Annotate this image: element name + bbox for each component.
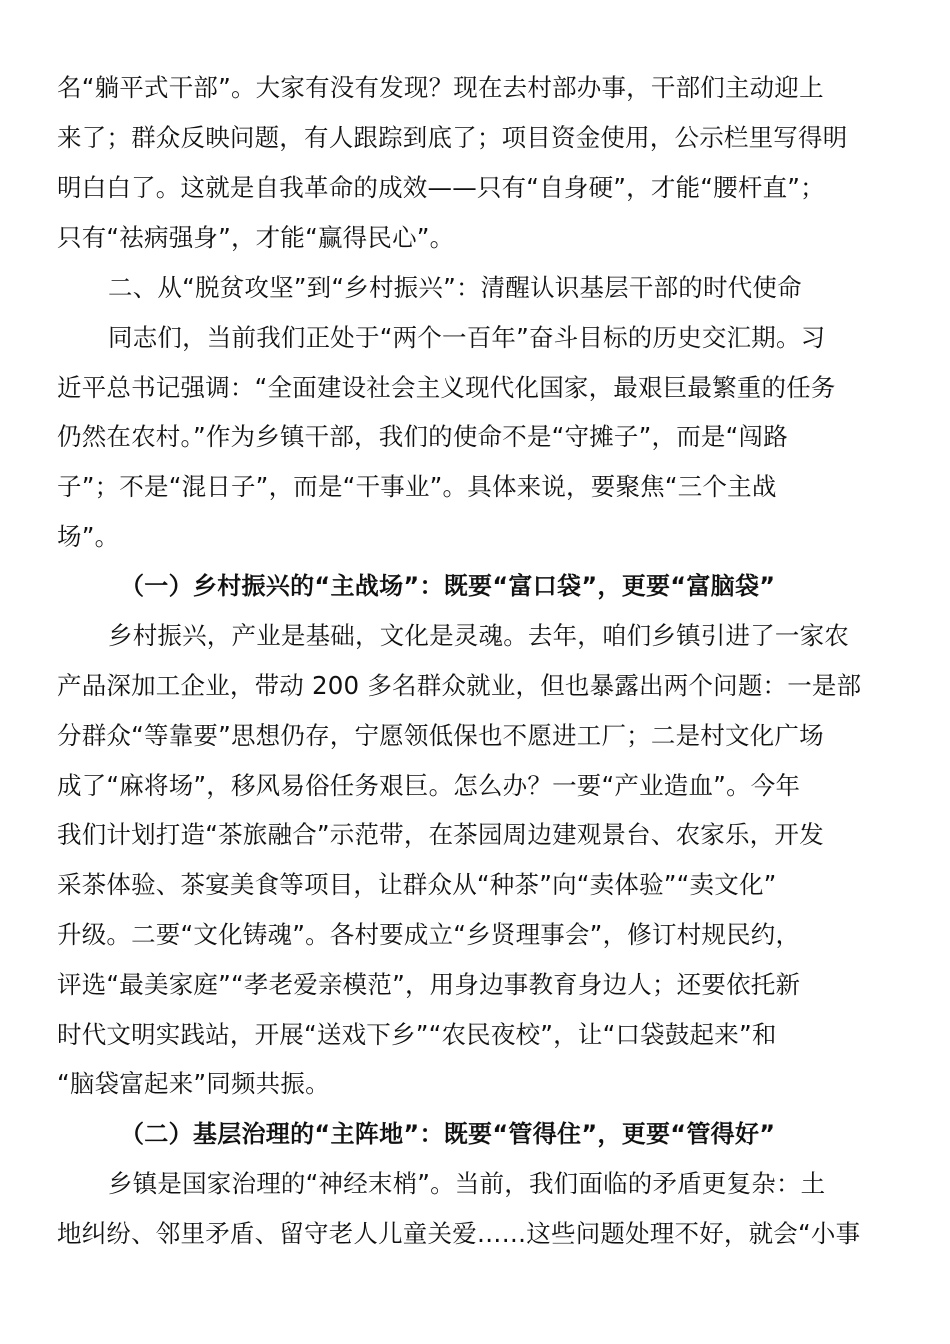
body-text-line: 近平总书记强调：“全面建设社会主义现代化国家，最艰巨最繁重的任务	[57, 373, 836, 402]
body-text-line: 评选“最美家庭”“孝老爱亲模范”，用身边事教育身边人；还要依托新	[57, 970, 801, 999]
body-text-line: 名“躺平式干部”。大家有没有发现？现在去村部办事，干部们主动迎上	[57, 73, 824, 102]
body-text-line: 地纠纷、邻里矛盾、留守老人儿童关爱……这些问题处理不好，就会“小事	[57, 1219, 861, 1248]
body-text-line: 分群众“等靠要”思想仍存，宁愿领低保也不愿进工厂；二是村文化广场	[57, 721, 824, 750]
body-text-line: 仍然在农村。”作为乡镇干部，我们的使命不是“守摊子”，而是“闯路	[57, 422, 788, 451]
body-text-line: 采茶体验、茶宴美食等项目，让群众从“种茶”向“卖体验”“卖文化”	[57, 870, 777, 899]
body-text-line: 只有“祛病强身”，才能“赢得民心”。	[57, 223, 455, 252]
body-text-line: 明白白了。这就是自我革命的成效——只有“自身硬”，才能“腰杆直”；	[57, 173, 825, 202]
body-text-line: 成了“麻将场”，移风易俗任务艰巨。怎么办？一要“产业造血”。今年	[57, 771, 801, 800]
section-heading: 二、从“脱贫攻坚”到“乡村振兴”：清醒认识基层干部的时代使命	[108, 273, 802, 302]
subsection-heading: （二）基层治理的“主阵地”：既要“管得住”，更要“管得好”	[120, 1120, 776, 1148]
body-text-line: 时代文明实践站，开展“送戏下乡”“农民夜校”，让“口袋鼓起来”和	[57, 1020, 777, 1049]
body-text-line: 升级。二要“文化铸魂”。各村要成立“乡贤理事会”，修订村规民约，	[57, 920, 801, 949]
body-text-line: 乡村振兴，产业是基础，文化是灵魂。去年，咱们乡镇引进了一家农	[108, 621, 849, 650]
body-text-line: 产品深加工企业，带动 200 多名群众就业，但也暴露出两个问题：一是部	[57, 671, 862, 700]
body-text-line: 来了；群众反映问题，有人跟踪到底了；项目资金使用，公示栏里写得明	[57, 123, 848, 152]
body-text-line: 子”；不是“混日子”，而是“干事业”。具体来说，要聚焦“三个主战	[57, 472, 777, 501]
body-text-line: 同志们，当前我们正处于“两个一百年”奋斗目标的历史交汇期。习	[108, 323, 826, 352]
body-text-line: 乡镇是国家治理的“神经末梢”。当前，我们面临的矛盾更复杂：土	[108, 1169, 826, 1198]
body-text-line: 我们计划打造“茶旅融合”示范带，在茶园周边建观景台、农家乐，开发	[57, 820, 824, 849]
body-text-line: 场”。	[57, 522, 120, 551]
body-text-line: “脑袋富起来”同频共振。	[57, 1069, 330, 1098]
subsection-heading: （一）乡村振兴的“主战场”：既要“富口袋”，更要“富脑袋”	[120, 572, 776, 600]
